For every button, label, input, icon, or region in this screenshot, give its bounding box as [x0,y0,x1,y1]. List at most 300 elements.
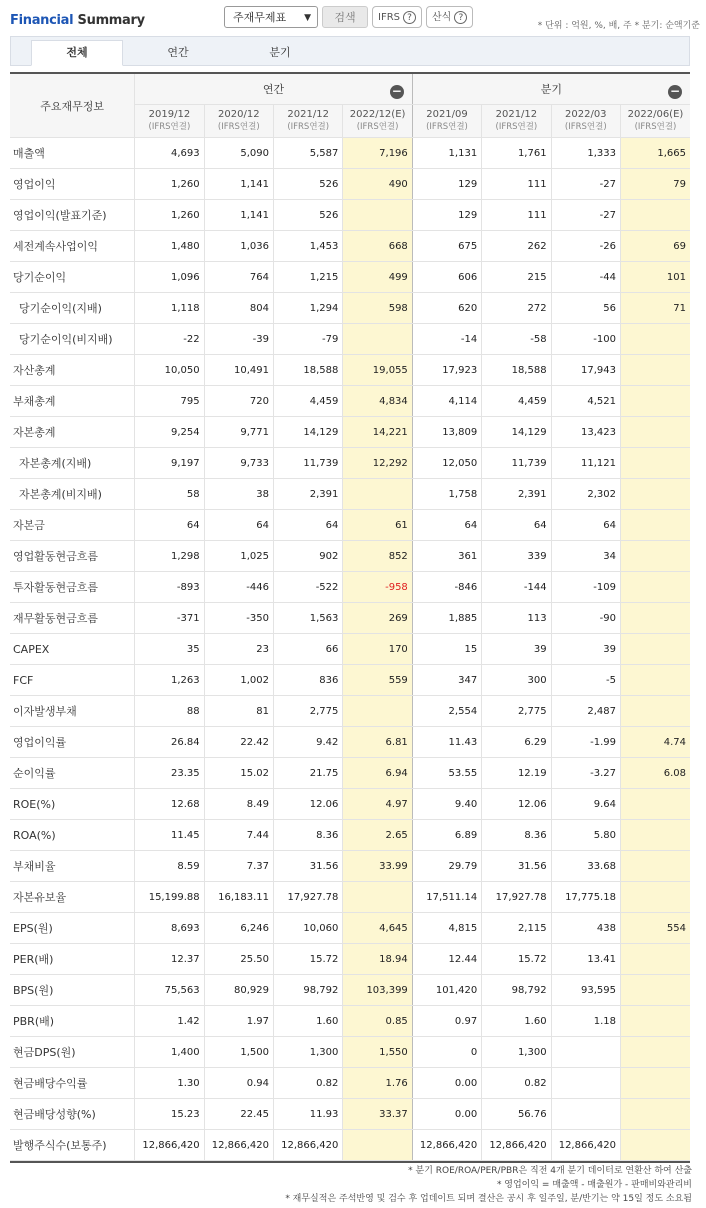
group-annual-label: 연간 [262,83,285,96]
period-header [482,105,551,138]
table-cell [620,820,690,851]
table-cell: 1,500 [204,1037,273,1068]
table-cell: 61 [343,510,412,541]
table-cell: 25.50 [204,944,273,975]
table-cell: 14,129 [482,417,551,448]
table-cell: 56 [551,293,620,324]
table-cell: 215 [482,262,551,293]
table-row [10,200,690,231]
row-label: PBR(배) [10,1006,135,1037]
table-cell: 101,420 [412,975,481,1006]
table-cell: 10,491 [204,355,273,386]
table-cell: 7.37 [204,851,273,882]
table-row [10,572,690,603]
table-cell: 12,866,420 [482,1130,551,1161]
table-row [10,417,690,448]
table-cell: -26 [551,231,620,262]
row-label: 자본총계(비지배) [10,479,135,510]
table-cell: 64 [204,510,273,541]
table-cell: -350 [204,603,273,634]
table-cell: 4,693 [135,138,204,169]
table-cell: -446 [204,572,273,603]
table-row [10,913,690,944]
table-cell: 836 [274,665,343,696]
table-cell: 4,815 [412,913,481,944]
statement-type-select[interactable] [224,6,318,28]
table-cell: 438 [551,913,620,944]
table-cell: -3.27 [551,758,620,789]
select-value: 주재무제표 [233,11,287,24]
table-cell: 499 [343,262,412,293]
table-cell: 75,563 [135,975,204,1006]
table-row [10,851,690,882]
table-cell: 490 [343,169,412,200]
table-cell: 17,927.78 [274,882,343,913]
period-tabs [10,36,690,66]
table-cell [343,479,412,510]
table-cell: 66 [274,634,343,665]
tab-annual[interactable]: 연간 [167,46,189,59]
collapse-quarter-icon[interactable]: − [669,84,681,98]
table-cell: 2,115 [482,913,551,944]
table-cell: 1,758 [412,479,481,510]
footnote: * 분기 ROE/ROA/PER/PBR은 직전 4개 분기 데이터로 연환산 하여 산출 [408,1166,692,1176]
table-cell: 0.94 [204,1068,273,1099]
table-cell: 0 [412,1037,481,1068]
period-date: 2022/12(E) [349,109,406,120]
row-label: 부채비율 [10,851,135,882]
table-cell: 11,121 [551,448,620,479]
table-row [10,169,690,200]
row-label: 세전계속사업이익 [10,231,135,262]
table-cell [620,572,690,603]
table-cell: -958 [343,572,412,603]
table-cell: 262 [482,231,551,262]
table-cell [343,882,412,913]
table-cell: -27 [551,169,620,200]
table-cell: 5.80 [551,820,620,851]
table-cell: 9,197 [135,448,204,479]
table-cell: 1,263 [135,665,204,696]
table-cell: 19,055 [343,355,412,386]
table-cell: 1,260 [135,200,204,231]
period-header [412,105,481,138]
table-cell: 2,391 [274,479,343,510]
table-cell: 4,645 [343,913,412,944]
table-cell: 12,866,420 [274,1130,343,1161]
table-row [10,603,690,634]
financial-table [10,72,690,1163]
table-cell: 1,260 [135,169,204,200]
table-cell: 11.43 [412,727,481,758]
table-cell: -100 [551,324,620,355]
group-header-quarter [412,74,690,105]
table-row [10,820,690,851]
table-cell [620,417,690,448]
row-label: ROE(%) [10,789,135,820]
table-cell: 1,563 [274,603,343,634]
table-cell: 21.75 [274,758,343,789]
table-cell: 16,183.11 [204,882,273,913]
group-header-annual [135,74,413,105]
page-title [10,13,145,28]
table-cell: 34 [551,541,620,572]
table-row [10,1006,690,1037]
table-cell: 0.00 [412,1068,481,1099]
row-label: CAPEX [10,634,135,665]
table-cell: 559 [343,665,412,696]
table-cell: 17,511.14 [412,882,481,913]
period-header [135,105,204,138]
table-cell [620,355,690,386]
row-label: ROA(%) [10,820,135,851]
period-basis: (IFRS연결) [634,122,677,132]
row-label: FCF [10,665,135,696]
table-cell: 15 [412,634,481,665]
table-cell: 98,792 [274,975,343,1006]
tab-all[interactable]: 전체 [31,40,123,66]
table-cell: 8.36 [274,820,343,851]
table-row [10,665,690,696]
period-date: 2022/03 [565,109,607,120]
table-cell: 7,196 [343,138,412,169]
period-date: 2020/12 [218,109,260,120]
table-cell: 111 [482,169,551,200]
table-cell: -144 [482,572,551,603]
table-cell: 764 [204,262,273,293]
table-cell [620,510,690,541]
table-cell: 12.44 [412,944,481,975]
table-cell: 300 [482,665,551,696]
row-label: 현금DPS(원) [10,1037,135,1068]
table-cell: 64 [135,510,204,541]
table-cell: -58 [482,324,551,355]
table-cell: 33.99 [343,851,412,882]
table-cell: 9.40 [412,789,481,820]
table-cell: 71 [620,293,690,324]
table-row [10,510,690,541]
title-part-financial: Financial [10,13,74,28]
table-cell: 12,866,420 [204,1130,273,1161]
table-cell: 38 [204,479,273,510]
table-cell: 9,771 [204,417,273,448]
row-label: 부채총계 [10,386,135,417]
tab-quarterly[interactable]: 분기 [269,46,291,59]
question-icon: ? [403,11,416,24]
table-cell: 4.74 [620,727,690,758]
table-row [10,355,690,386]
table-cell: 9,733 [204,448,273,479]
table-cell: 620 [412,293,481,324]
table-row [10,634,690,665]
table-cell: 1.42 [135,1006,204,1037]
table-cell: 902 [274,541,343,572]
table-cell: 6.81 [343,727,412,758]
period-basis: (IFRS연결) [148,122,191,132]
row-label: 영업이익 [10,169,135,200]
table-cell: 8.49 [204,789,273,820]
table-cell: 598 [343,293,412,324]
table-cell: 80,929 [204,975,273,1006]
table-cell [551,1068,620,1099]
table-cell: 272 [482,293,551,324]
ifrs-label: IFRS [378,12,400,23]
row-label: 순이익률 [10,758,135,789]
table-cell: 64 [412,510,481,541]
table-cell: 606 [412,262,481,293]
table-cell: 12,866,420 [551,1130,620,1161]
period-basis: (IFRS연결) [217,122,260,132]
table-cell: 15.72 [274,944,343,975]
table-cell: 4,521 [551,386,620,417]
table-cell: 18.94 [343,944,412,975]
table-row [10,1037,690,1068]
table-cell: 1,118 [135,293,204,324]
row-label: 자본총계 [10,417,135,448]
table-cell: 526 [274,200,343,231]
table-cell: 9.64 [551,789,620,820]
table-cell: 14,129 [274,417,343,448]
table-cell: 1.60 [482,1006,551,1037]
table-cell: 2,775 [274,696,343,727]
table-cell: 1,002 [204,665,273,696]
table-cell: 11,739 [274,448,343,479]
collapse-annual-icon[interactable]: − [391,84,402,98]
row-label: 자본유보율 [10,882,135,913]
table-cell: 339 [482,541,551,572]
row-label: 당기순이익 [10,262,135,293]
table-cell: 11.45 [135,820,204,851]
table-cell: 69 [620,231,690,262]
table-cell [620,1130,690,1161]
table-cell: 12,050 [412,448,481,479]
table-cell: 668 [343,231,412,262]
table-cell: 6.08 [620,758,690,789]
table-cell: -44 [551,262,620,293]
table-cell: 1.60 [274,1006,343,1037]
table-cell: -109 [551,572,620,603]
table-cell: 11,739 [482,448,551,479]
table-cell [620,851,690,882]
row-label: 이자발생부채 [10,696,135,727]
table-cell [620,1068,690,1099]
formula-label: 산식 [432,12,452,23]
table-cell: 12.68 [135,789,204,820]
period-date: 2022/06(E) [627,109,684,120]
table-cell: 0.97 [412,1006,481,1037]
period-header [620,105,690,138]
footnote: * 재무실적은 주석반영 및 검수 후 업데이트 되며 결산은 공시 후 일주일, 분/반기는 약 15일 정도 소요됨 [285,1194,692,1204]
row-label: 당기순이익(지배) [10,293,135,324]
table-cell [620,944,690,975]
table-cell: 12.06 [274,789,343,820]
table-cell [620,1037,690,1068]
table-cell: 6.94 [343,758,412,789]
table-cell: -22 [135,324,204,355]
table-cell: 8,693 [135,913,204,944]
table-cell [620,603,690,634]
table-cell [620,665,690,696]
table-cell: 10,060 [274,913,343,944]
table-cell [620,386,690,417]
footnote: * 영업이익 = 매출액 - 매출원가 - 판매비와관리비 [496,1180,692,1190]
table-row [10,975,690,1006]
table-cell: 6,246 [204,913,273,944]
table-cell: 6.29 [482,727,551,758]
table-row [10,231,690,262]
period-header [343,105,412,138]
question-icon: ? [454,11,467,24]
table-cell [620,541,690,572]
table-cell: 15,199.88 [135,882,204,913]
table-cell [343,324,412,355]
table-cell: 15.23 [135,1099,204,1130]
period-header [274,105,343,138]
row-label: 현금배당수익률 [10,1068,135,1099]
table-cell: 1.30 [135,1068,204,1099]
table-cell: 18,588 [274,355,343,386]
table-row [10,448,690,479]
table-cell [620,324,690,355]
table-cell [551,1099,620,1130]
table-cell: 1,665 [620,138,690,169]
table-cell: 7.44 [204,820,273,851]
table-cell: 0.00 [412,1099,481,1130]
table-cell: 129 [412,169,481,200]
table-cell: 4,114 [412,386,481,417]
group-quarter-label: 분기 [540,83,563,96]
period-date: 2021/09 [426,109,468,120]
table-cell [620,882,690,913]
table-cell: -14 [412,324,481,355]
title-part-summary: Summary [77,13,145,28]
table-cell: 5,587 [274,138,343,169]
table-row [10,944,690,975]
table-cell: 1,036 [204,231,273,262]
formula-help-button[interactable] [426,6,473,28]
table-cell: 98,792 [482,975,551,1006]
table-cell: 1.76 [343,1068,412,1099]
table-cell: -5 [551,665,620,696]
table-row [10,727,690,758]
table-row [10,696,690,727]
table-cell: 88 [135,696,204,727]
table-cell: 12.06 [482,789,551,820]
table-cell: 0.85 [343,1006,412,1037]
table-row [10,758,690,789]
table-cell: 170 [343,634,412,665]
row-label: 영업이익률 [10,727,135,758]
table-cell [620,200,690,231]
table-cell: 23.35 [135,758,204,789]
period-date: 2019/12 [148,109,191,120]
table-cell: 1,096 [135,262,204,293]
table-cell: 5,090 [204,138,273,169]
summary-header [10,6,700,36]
table-cell: 79 [620,169,690,200]
table-cell: 10,050 [135,355,204,386]
table-cell: 29.79 [412,851,481,882]
table-cell [343,200,412,231]
table-cell: 39 [551,634,620,665]
table-cell: 1,141 [204,169,273,200]
table-cell: -846 [412,572,481,603]
table-cell: 795 [135,386,204,417]
period-header [551,105,620,138]
table-cell: 8.36 [482,820,551,851]
ifrs-help-button[interactable] [372,6,422,28]
table-cell: 64 [551,510,620,541]
table-cell: 2.65 [343,820,412,851]
table-cell [620,1099,690,1130]
row-label: PER(배) [10,944,135,975]
table-cell: 13,809 [412,417,481,448]
table-cell: -90 [551,603,620,634]
table-cell: 2,775 [482,696,551,727]
table-cell: 31.56 [274,851,343,882]
table-cell: 58 [135,479,204,510]
table-cell: 526 [274,169,343,200]
table-cell: 64 [274,510,343,541]
row-label: 당기순이익(비지배) [10,324,135,355]
table-cell: 12,292 [343,448,412,479]
table-cell: 13,423 [551,417,620,448]
row-label: 재무활동현금흐름 [10,603,135,634]
table-row [10,324,690,355]
table-cell: 33.37 [343,1099,412,1130]
table-cell: 17,943 [551,355,620,386]
table-cell: 1,215 [274,262,343,293]
table-body [10,138,690,1161]
search-button[interactable]: 검색 [322,6,368,28]
table-cell: 0.82 [274,1068,343,1099]
table-cell: 1,480 [135,231,204,262]
table-cell: 9,254 [135,417,204,448]
row-label: 자본금 [10,510,135,541]
period-header [204,105,273,138]
table-cell: 720 [204,386,273,417]
table-cell [620,448,690,479]
table-cell: 12,866,420 [412,1130,481,1161]
period-basis: (IFRS연결) [564,122,607,132]
table-cell: 1.18 [551,1006,620,1037]
row-label: 발행주식수(보통주) [10,1130,135,1161]
table-cell: 14,221 [343,417,412,448]
table-cell: -27 [551,200,620,231]
row-label: 자본총계(지배) [10,448,135,479]
period-basis: (IFRS연결) [495,122,538,132]
table-cell: -522 [274,572,343,603]
table-cell: 101 [620,262,690,293]
table-cell [620,634,690,665]
table-cell: 129 [412,200,481,231]
table-cell: 35 [135,634,204,665]
table-row [10,882,690,913]
period-date: 2021/12 [287,109,329,120]
period-basis: (IFRS연결) [356,122,399,132]
table-cell: 17,775.18 [551,882,620,913]
table-cell: 2,302 [551,479,620,510]
table-cell: 17,923 [412,355,481,386]
row-label: 영업이익(발표기준) [10,200,135,231]
table-cell: 64 [482,510,551,541]
table-cell: 103,399 [343,975,412,1006]
table-cell: 4.97 [343,789,412,820]
table-cell: 9.42 [274,727,343,758]
unit-note: * 단위 : 억원, %, 배, 주 * 분기: 순액기준 [537,21,700,31]
table-row [10,293,690,324]
corner-label: 주요재무정보 [10,74,135,138]
